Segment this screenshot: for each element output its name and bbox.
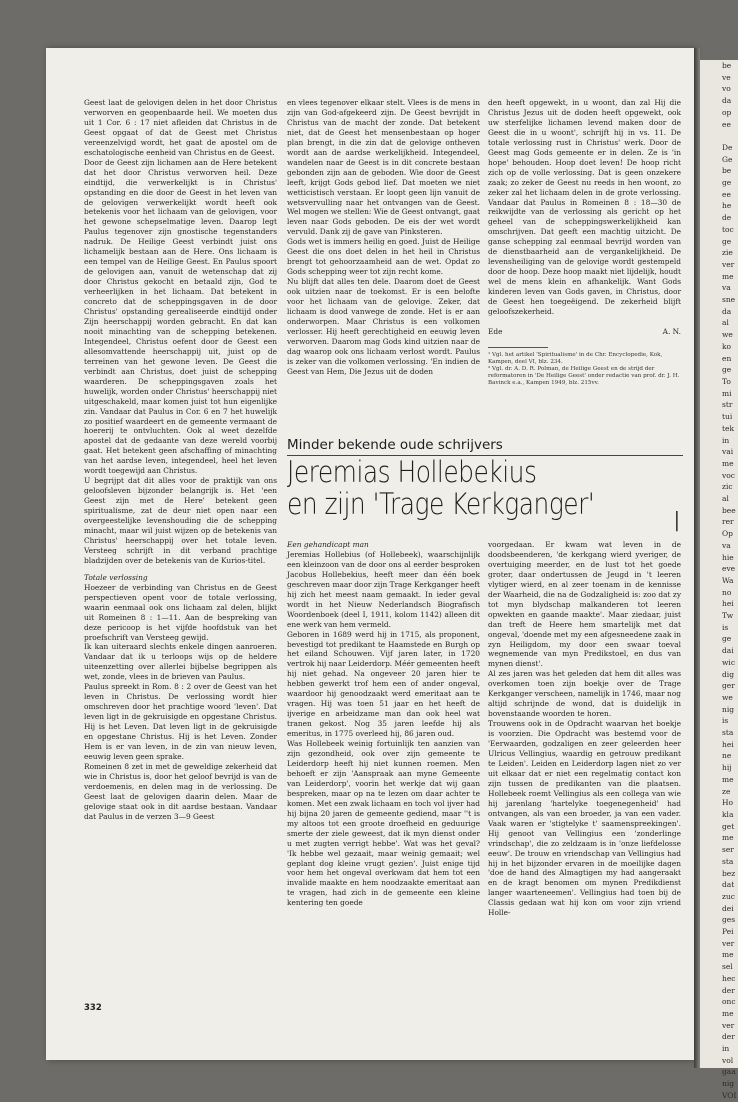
adjacent-page-fragment: hie	[722, 552, 734, 562]
page-number: 332	[84, 1003, 102, 1013]
paragraph: Geboren in 1689 werd hij in 1715, als proponent, bevestigd tot predikant te Haamstede en Burgh op het eiland Schouwen. Vijf jaren later, in 1720 vertrok hij naar Leiderdorp. Méér gemeenten heeft hij niet gehad. Na ongeveer 20 jaren hier te hebben gewerkt trof hem een of ander ongeval, waardoor hij genoodzaakt werd emeritaat aan te vragen. Hij was toen 51 jaar en het heeft de ijverige en arbeidzame man dan ook heel wat tranen gekost. Nog 35 jaren leefde hij als emeritus, in 1775 overleed hij, 86 jaren oud.	[287, 629, 480, 739]
paragraph: Hoezeer de verbinding van Christus en de Geest perspectieven opent voor de totale verlossing, waarin eenmaal ook ons lichaam zal delen, blijkt uit Romeinen 8 : 1—11. Aan de bespreking van deze pericoop is het vijfde hoofdstuk van het proefschrift van Versteeg gewijd.	[84, 582, 277, 642]
adjacent-page-fragment: me	[722, 950, 734, 960]
adjacent-page-fragment: is	[722, 622, 729, 632]
adjacent-page-fragment: get	[722, 821, 735, 831]
paragraph: Trouwens ook in de Opdracht waarvan het boekje is voorzien. Die Opdracht was bestemd voor de 'Eerwaarden, godzaligen en zeer geleerden heer Ulricus Vellingius, waardig en getrouw predikant te Leiden'. Leiden en Leiderdorp lagen niet zo ver uit elkaar dat er niet een regelmatig contact kon zijn tussen de predikanten van die plaatsen. Hollebeek roemt Vellingius als een collega van wie hij jarenlang 'hartelyke toegenegenheid' had ontvangen, als van een broeder, ja van een vader. Vaak waren er 'stigtelyke t' saamenspreekingen'. Hij genoot van Vellingius een 'zonderlinge vrindschap', die zo zeldzaam is in 'onze liefdelosse eeuw'. De trouw en vriendschap van Vellingius had hij in het bijzonder ervaren in de moeilijke dagen 'doe de hand des Almagtigen my had aangeraakt en de kragt benomen om mynen Predikdienst langer waarteneemen'. Vellingius had toen bij de Classis gedaan wat hij kon om voor zijn vriend Holle-	[488, 719, 681, 918]
adjacent-page-fragment: bee	[722, 505, 736, 515]
adjacent-page-fragment: en	[722, 353, 732, 363]
paragraph: Geest laat de gelovigen delen in het door Christus verworven en geopenbaarde heil. We moeten dus uit 1 Cor. 6 : 17 niet afleiden dat Christus in de Geest opgaat of dat de Geest met Christus vereenzelvigd wordt, het gaat de apostel om de eschatologische eenheid van Christus en de Geest.	[84, 98, 277, 157]
adjacent-page-fragment: no	[722, 587, 732, 597]
paragraph: voorgedaan. Er kwam wat leven in de doodsbeenderen, 'de kerkgang wierd yveriger, de overtuiging meerder, en de lust tot het goede groter, daar ondertussen de Jeugd in 't leeren vlytiger wierd, en al zeer toenam in de kennisse der Waarheid, die na de Godzaligheid is: zoo dat zy tot myn blydschap malkanderen tot leeren opwekten en gaande maakte'. Maar ziedaar, juist dan treft de Heere hem smartelijk met dat ongeval, 'doende met my een afgesneedene zaak in zyn Heiligdom, my door een swaar toeval wegnemende van myn Predikstoel, en dus van mynen dienst'.	[488, 540, 681, 669]
article-column-1	[287, 540, 480, 1000]
adjacent-page-fragment: ze	[722, 786, 731, 796]
adjacent-page-fragment: voc	[722, 470, 735, 480]
paragraph: Romeinen 8 zet in met de geweldige zekerheid dat wie in Christus is, door het geloof bevrijd is van de verdoemenis, en delen mag in de verlossing. De Geest laat de gelovigen daarin delen. Maar de gelovige staat ook in dit aardse bestaan. Vandaar dat Paulus in de verzen 3—9 Geest	[84, 761, 277, 821]
adjacent-page-fragment: dai	[722, 646, 734, 656]
paragraph: den heeft opgewekt, in u woont, dan zal Hij die Christus Jezus uit de doden heeft opgewekt, ook uw sterfelijke lichamen levend maken door de Geest die in u woont', schrijft hij in vs. 11. De totale verlossing rust in Christus' werk. Door de Geest mag Gods gemeente er in delen. Ze is 'in hope' behouden. Hoop doet leven! De hoop richt zich op de volle verlossing. Dat is geen onzekere zaak; zo zeker de Geest nu reeds in hen woont, zo zeker zal het lichaam delen in de grote verlossing. Vandaar dat Paulus in Romeinen 8 : 18—30 de reikwijdte van de verlossing als gericht op het geheel van de scheppingswerkelijkheid kan omschrijven. Dat geeft een machtig uitzicht. De ganse schepping zal eenmaal bevrijd worden van de dienstbaarheid aan de vergankelijkheid. De levensheiliging van de gelovige wordt gestempeld door de hoop. Deze hoop maakt niet lijdelijk, houdt wel de mens klein en afhankelijk. Want Gods kinderen leven van Gods gaven, in Christus, door de Geest hen toegeëigend. De zekerheid blijft geloofszekerheid.	[488, 98, 681, 317]
adjacent-page-fragment: toc	[722, 224, 734, 234]
paragraph: Door de Geest zijn lichamen aan de Here betekent dat het door Christus verworven heil. Deze eindtijd, die verwerkelijkt is in Christus' opstanding en die door de Geest in het leven van de gelovigen verwerkelijkt wordt heeft ook betekenis voor het lichaam van de gelovigen, voor het gewone schepselmatige leven. Daarop legt Paulus tegenover zijn gnostische tegenstanders nadruk. De Heilige Geest verbindt juist ons lichamelijk bestaan aan de Here. Ons lichaam is een tempel van de Heilige Geest. En Paulus spoort de gelovigen aan, vanuit de wetenschap dat zij door Christus gekocht en betaald zijn, God te verheerlijken in het lichaam. Dat betekent in concreto dat de scheppingsgaven in de door Christus' opstanding gerealiseerde eindtijd onder Zijn heerschappij worden gebracht. En dat kan nooit minachting van de schepping betekenen. Integendeel, Christus oefent door de Geest een allesomvattende heerschappij uit, juist op de terreinen van het gewone leven. De Geest die verbindt aan Christus, doet juist de schepping waarderen. De scheppingsgaven zoals het huwelijk, worden onder Christus' heerschappij niet uitgeschakeld, maar komen juist tot hun eigenlijke zin. Vandaar dat Paulus in Cor. 6 en 7 het huwelijk zo positief waardeert en de gemeente vermaant de hoererij te ontvluchten. Ook al weet dezelfde apostel dat de gedaante van deze wereld voorbij gaat. Het betekent geen afschaffing of minachting van het aardse leven, integendeel, heel het leven wordt toegewijd aan Christus.	[84, 157, 277, 476]
adjacent-page-fragment: sel	[722, 962, 733, 972]
adjacent-page-fragment: nig	[722, 704, 735, 714]
adjacent-page-fragment: zie	[722, 248, 733, 258]
adjacent-page-fragment: VOI	[722, 1090, 737, 1100]
adjacent-page-fragment	[700, 130, 738, 142]
footnote: ¹ Vgl. het artikel 'Spiritualisme' in de Chr. Encyclopedie, Kok, Kampen, deel VI, blz. 234.	[488, 351, 663, 365]
adjacent-page-fragment: is	[722, 716, 729, 726]
adjacent-page-fragment: be	[722, 166, 732, 176]
adjacent-page-fragment: de	[722, 213, 732, 223]
adjacent-page-fragment: sta	[722, 728, 734, 738]
adjacent-page-fragment: tek	[722, 423, 734, 433]
adjacent-page-fragment: ne	[722, 751, 732, 761]
adjacent-page-fragment: Tw	[722, 611, 734, 621]
adjacent-page-fragment: va	[722, 283, 731, 293]
adjacent-page-fragment: ko	[722, 341, 732, 351]
adjacent-page-fragment: ge	[722, 365, 732, 375]
adjacent-page-fragment: ges	[722, 915, 736, 925]
adjacent-page-fragment: mi	[722, 388, 732, 398]
adjacent-page-fragment: tui	[722, 412, 733, 422]
adjacent-page-fragment: ger	[722, 681, 735, 691]
adjacent-page-fragment: ve	[722, 72, 731, 82]
paragraph: Paulus spreekt in Rom. 8 : 2 over de Geest van het leven in Christus. De verlossing wordt hier omschreven door het prachtige woord 'leven'. Dat leven ligt in de gekruisigde en opgestane Christus. Hij is het Leven. Dat leven ligt in de gekruisigde en opgestane Christus. Hij is het Leven. Zonder Hem is er van leven, in de zin van nieuw leven, eeuwig leven geen sprake.	[84, 682, 277, 761]
adjacent-page-fragment: str	[722, 400, 733, 410]
paragraph: Was Hollebeek weinig fortuinlijk ten aanzien van zijn gezondheid, ook over zijn gemeente te Leiderdorp heeft hij niet kunnen roemen. Men behoeft er zijn 'Aanspraak aan myne Gemeente van Leiderdorp', voorin het werkje dat wij gaan bespreken, maar op na te lezen om daar achter te komen. Met een zwak lichaam en toch vol ijver had hij bijna 20 jaren de gemeente gediend, maar ''t is my altoos tot een groote droefheid en geduurige smerte der ziele geweest, dat ik myn dienst onder u met zugten verrigt hebbe'. Wat was het geval? 'Ik hebbe wel gezaait, maar weinig gemaait; wel geplant dog kleine vrugt gezien'. Juist enige tijd voor hem het ongeval overkwam dat hem tot een invalide maakte en hem noodzaakte emeritaat aan te vragen, had zich in de gemeente een kleine kentering ten goede	[287, 739, 480, 908]
adjacent-page-fragment: be	[722, 61, 732, 70]
adjacent-page-edge	[700, 60, 738, 1100]
adjacent-page-fragment: in	[722, 435, 730, 445]
footnote: ² Vgl. dr. A. D. R. Polman, de Heilige Geest en de strijd der reformatoren in 'De Heilige Geest' onder redactie van prof. dr. J. H. Bavinck e.a., Kampen 1949, blz. 215vv.	[488, 365, 680, 386]
adjacent-page-fragment: ge	[722, 634, 732, 644]
adjacent-page-fragment: me	[722, 1008, 734, 1018]
adjacent-page-fragment: al	[722, 494, 729, 504]
adjacent-page-fragment: onc	[722, 997, 736, 1007]
paragraph: Gods wet is immers heilig en goed. Juist de Heilige Geest die ons doet delen in het heil in Christus brengt tot gehoorzaamheid aan de wet. Opdat zo Gods schepping weer tot zijn recht kome.	[287, 237, 480, 277]
article-title-line-2: en zijn 'Trage Kerkganger'	[287, 487, 595, 521]
adjacent-page-fragment: kla	[722, 810, 734, 819]
adjacent-page-fragment: Wa	[722, 575, 734, 585]
signature-line	[488, 327, 681, 337]
adjacent-page-fragment: ge	[722, 236, 732, 246]
paragraph: Ik kan uiteraard slechts enkele dingen aanroeren. Vandaar dat ik u terloops wijs op de heldere uiteenzetting over allerlei bijbelse begrippen als wet, zonde, vlees in de brieven van Paulus.	[84, 642, 277, 682]
adjacent-page-fragment: me	[722, 458, 734, 468]
adjacent-page-fragment: der	[722, 1032, 735, 1042]
signature-initials: A. N.	[662, 326, 681, 336]
adjacent-page-fragment: hei	[722, 599, 734, 609]
adjacent-page-fragment: vol	[722, 1055, 734, 1065]
part-numeral: I	[672, 505, 681, 538]
adjacent-page-fragment: dig	[722, 669, 735, 679]
paragraph: en vlees tegenover elkaar stelt. Vlees is de mens in zijn van God-afgekeerd zijn. De Geest bevrijdt in Christus van de macht der zonde. Dat betekent niet, dat de Geest het mensenbestaan op hoger plan brengt, in die zin dat de gelovige ontheven wordt aan de aardse werkelijkheid. Integendeel, wandelen naar de Geest is in dit concrete bestaan gebonden zijn aan de geboden. Wie door de Geest leeft, krijgt Gods gebod lief. Dat moeten we niet wetticistisch verstaan. Er loopt geen lijn vanuit de wetsvervulling naar het ontvangen van de Geest. Wel mogen we stellen: Wie de Geest ontvangt, gaat leven naar Gods geboden. De eis der wet wordt vervuld. Dank zij de gave van Pinksteren.	[287, 98, 480, 237]
article-title-line-1: Jeremias Hollebekius	[287, 455, 537, 489]
adjacent-page-fragment: me	[722, 271, 734, 281]
adjacent-page-fragment: ver	[722, 1020, 735, 1030]
adjacent-page-fragment: hij	[722, 763, 732, 773]
adjacent-page-fragment: me	[722, 833, 734, 843]
paragraph: Jeremias Hollebius (of Hollebeek), waarschijnlijk een kleinzoon van de door ons al eerder besproken Jacobus Hollebekius, heeft meer dan één boek geschreven maar door zijn Trage Kerkganger heeft hij zich het meest naam gemaakt. In ieder geval wordt in het Nieuw Nederlandsch Biografisch Woordenboek (deel I, 1911, kolom 1142) alleen dit ene werk van hem vermeld.	[287, 549, 480, 629]
adjacent-page-fragment: Ho	[722, 798, 734, 808]
adjacent-page-fragment: me	[722, 774, 734, 784]
adjacent-page-fragment: da	[722, 306, 732, 316]
adjacent-page-fragment: gaa	[722, 1067, 736, 1077]
adjacent-page-fragment: ver	[722, 259, 735, 269]
text-column-1	[84, 98, 277, 998]
adjacent-page-fragment: Op	[722, 529, 733, 539]
adjacent-page-fragment: we	[722, 330, 733, 340]
signature-place: Ede	[488, 326, 503, 336]
paragraph: Al zes jaren was het geleden dat hem dit alles was overkomen toen zijn boekje over de Trage Kerkganger verscheen, namelijk in 1746, maar nog altijd schrijnde de wond, dat is duidelijk in bovenstaande woorden te horen.	[488, 669, 681, 719]
adjacent-page-fragment: eve	[722, 564, 736, 574]
adjacent-page-fragment: vai	[722, 447, 734, 457]
adjacent-page-fragment: hec	[722, 973, 736, 983]
adjacent-page-fragment: va	[722, 540, 731, 550]
adjacent-page-fragment: bez	[722, 868, 736, 878]
adjacent-page-fragment: zic	[722, 482, 733, 492]
adjacent-page-fragment: ee	[722, 189, 731, 199]
adjacent-page-fragment: ee	[722, 119, 731, 129]
adjacent-page-fragment: da	[722, 96, 732, 106]
adjacent-page-fragment: he	[722, 201, 732, 211]
adjacent-page-fragment: nig	[722, 1079, 735, 1089]
series-kicker: Minder bekende oude schrijvers	[287, 437, 683, 456]
adjacent-page-fragment: vo	[722, 84, 731, 94]
adjacent-page-fragment: Pei	[722, 927, 734, 937]
adjacent-page-fragment: in	[722, 1044, 730, 1054]
adjacent-page-fragment: wic	[722, 657, 736, 667]
section-subheading: Totale verlossing	[84, 572, 148, 582]
adjacent-page-fragment: we	[722, 692, 733, 702]
adjacent-page-fragment: De	[722, 142, 733, 152]
adjacent-page-fragment: ge	[722, 178, 732, 188]
section-subheading: Een gehandicapt man	[287, 540, 369, 549]
adjacent-page-fragment: ser	[722, 845, 734, 855]
adjacent-page-fragment: op	[722, 107, 732, 117]
adjacent-page-fragment: dat	[722, 880, 735, 890]
adjacent-page-fragment: dei	[722, 903, 734, 913]
article-column-2	[488, 540, 681, 1000]
paragraph: U begrijpt dat dit alles voor de praktijk van ons geloofsleven bijzonder belangrijk is. Het 'een Geest zijn met de Here' betekent geen spiritualisme, zat de deur niet open naar een overgeestelijke levenshouding die de schepping minacht, maar wil juist wijzen op de betekenis van Christus' heerschappij over het totale leven. Versteeg schrijft in dit verband prachtige bladzijden over de betekenis van de Kurios-titel.	[84, 476, 277, 565]
footnote-rule	[488, 347, 548, 348]
article-header	[287, 437, 683, 538]
paragraph: Nu blijft dat alles ten dele. Daarom doet de Geest ook uitzien naar de toekomst. Er is een belofte voor het lichaam van de gelovige. Zeker, dat lichaam is dood vanwege de zonde. Het is er aan onderworpen. Maar Christus is een volkomen verlosser. Hij heeft gerechtigheid en eeuwig leven verworven. Daarom mag Gods kind uitzien naar de dag waarop ook ons lichaam verlost wordt. Paulus is zeker van die volkomen verlossing. 'En indien de Geest van Hem, Die Jezus uit de doden	[287, 277, 480, 376]
adjacent-page-fragment: sta	[722, 856, 734, 866]
adjacent-page-fragment: zuc	[722, 891, 735, 901]
adjacent-page-fragment: Ge	[722, 154, 733, 164]
adjacent-page-fragment: al	[722, 318, 729, 328]
adjacent-page-fragment: To	[722, 376, 731, 386]
adjacent-page-fragment: rer	[722, 517, 734, 527]
adjacent-page-fragment: der	[722, 985, 735, 995]
adjacent-page-fragment: sne	[722, 295, 736, 305]
adjacent-page-fragment: ver	[722, 938, 735, 948]
adjacent-page-fragment: hei	[722, 739, 734, 749]
